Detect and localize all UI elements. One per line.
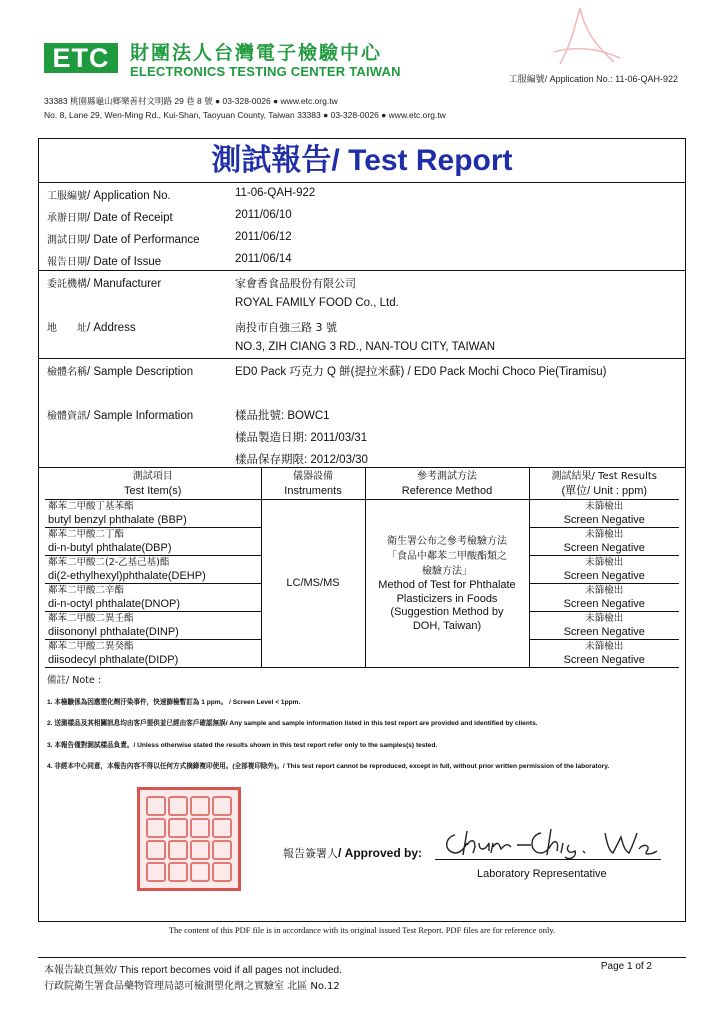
approver-title: Laboratory Representative	[477, 868, 607, 880]
etc-logo: ETC	[44, 43, 118, 73]
field-label-en: / Manufacturer	[87, 278, 162, 290]
field-label-cn: 地 址	[47, 323, 87, 334]
application-number-header: 工服編號/ Application No.: 11-06-QAH-922	[508, 74, 678, 84]
field-value: 2011/06/14	[235, 253, 292, 265]
pdf-disclaimer: The content of this PDF file is in accordance with its original issued Test Report. PDF files are for reference only.	[168, 925, 556, 935]
result-cell: 未篩檢出 Screen Negative	[529, 612, 679, 640]
divider	[39, 270, 685, 271]
field-address-en	[39, 338, 685, 358]
signature-line	[435, 859, 661, 860]
field-manufacturer	[39, 272, 685, 292]
header-test-results: 測試結果/ Test Results (單位/ Unit : ppm)	[529, 468, 679, 500]
org-name-chinese: 財團法人台灣電子檢驗中心	[130, 42, 383, 64]
official-seal-stamp	[137, 787, 241, 891]
field-label-cn: 報告日期	[47, 257, 87, 268]
test-item-cell: 鄰苯二甲酸二異癸酯 diisodecyl phthalate(DIDP)	[45, 640, 261, 668]
note-item: 3. 本報告僅對測試樣品負責。/ Unless otherwise stated the results shown in this test report refer only to the samples(s) tested.	[47, 742, 438, 749]
note-item: 1. 本檢驗係為因應塑化劑汙染事件，快速篩檢暫訂為 1 ppm。 / Screen Level < 1ppm.	[47, 699, 301, 706]
report-frame	[38, 138, 686, 922]
test-item-cell: 鄰苯二甲酸二(2-乙基己基)酯 di(2-ethylhexyl)phthalate(DEHP)	[45, 556, 261, 584]
note-item: 4. 非經本中心同意，本報告內容不得以任何方式摘錄複印使用。(全部複印除外)。/ This test report cannot be reproduced, except in full, without prior written permission of the laboratory.	[47, 763, 610, 770]
field-address	[39, 316, 685, 336]
field-label-en: / Address	[87, 322, 136, 334]
field-value: 2011/06/12	[235, 231, 292, 243]
field-sample-mfg-date	[39, 426, 685, 446]
result-cell: 未篩檢出 Screen Negative	[529, 500, 679, 528]
field-value: 11-06-QAH-922	[235, 187, 316, 199]
sample-description-value: ED0 Pack 巧克力 Q 餅(提拉米蘇) / ED0 Pack Mochi Choco Pie(Tiramisu)	[235, 366, 607, 378]
test-item-cell: 鄰苯二甲酸二丁酯 di-n-butyl phthalate(DBP)	[45, 528, 261, 556]
field-label-en: / Sample Information	[87, 410, 194, 422]
pdf-watermark-icon	[540, 0, 630, 80]
field-sample-information	[39, 404, 685, 424]
org-name-english: ELECTRONICS TESTING CENTER TAIWAN	[130, 64, 401, 79]
approved-by-label: 報告簽署人/ Approved by:	[283, 846, 423, 860]
result-cell: 未篩檢出 Screen Negative	[529, 640, 679, 668]
header-instruments: 儀器設備 Instruments	[261, 468, 365, 500]
header-reference-method: 參考測試方法 Reference Method	[365, 468, 529, 500]
field-sample-description	[39, 360, 685, 380]
address-value-cn: 南投市自強三路 3 號	[235, 321, 337, 334]
signature-image	[437, 821, 663, 861]
field-label-en: / Date of Receipt	[87, 212, 173, 224]
footer-divider	[38, 957, 686, 958]
reference-method-cell: 衛生署公布之參考檢驗方法 「食品中鄰苯二甲酸酯類之 檢驗方法」 Method of Test for Phthalate Plasticizers in Foods (Suggestion Method by DOH, Taiwan)	[365, 500, 529, 668]
letterhead	[0, 0, 724, 92]
sample-expiry: 樣品保存期限: 2012/03/30	[235, 454, 368, 466]
field-label-en: / Application No.	[87, 190, 171, 202]
address-english: No. 8, Lane 29, Wen-Ming Rd., Kui-Shan, Taoyuan County, Taiwan 33383 ● 03-328-0026 ● www.etc.org.tw	[44, 110, 446, 120]
page-number: Page 1 of 2	[600, 961, 652, 972]
field-label-cn: 委託機構	[47, 279, 87, 290]
field-date-performance	[39, 228, 685, 248]
void-notice: 本報告缺頁無效/ This report becomes void if all pages not included.	[44, 965, 342, 976]
test-item-cell: 鄰苯二甲酸二辛酯 di-n-octyl phthalate(DNOP)	[45, 584, 261, 612]
field-label-cn: 測試日期	[47, 235, 87, 246]
address-chinese: 33383 桃園縣龜山鄉樂善村文明路 29 巷 8 號 ● 03-328-0026 ● www.etc.org.tw	[44, 96, 338, 106]
manufacturer-name-en: ROYAL FAMILY FOOD Co., Ltd.	[235, 297, 399, 309]
field-application-no	[39, 184, 685, 204]
results-header-row	[45, 468, 679, 500]
field-value: 2011/06/10	[235, 209, 292, 221]
divider	[39, 358, 685, 359]
report-title-en: / Test Report	[331, 144, 513, 177]
result-cell: 未篩檢出 Screen Negative	[529, 528, 679, 556]
sample-mfg-date: 樣品製造日期: 2011/03/31	[235, 432, 368, 444]
table-row	[45, 500, 679, 528]
sample-batch: 樣品批號: BOWC1	[235, 410, 330, 422]
field-label-en: / Date of Issue	[87, 256, 162, 268]
field-date-receipt	[39, 206, 685, 226]
notes-label: 備註/ Note :	[47, 675, 101, 686]
address-value-en: NO.3, ZIH CIANG 3 RD., NAN-TOU CITY, TAIWAN	[235, 341, 496, 353]
result-cell: 未篩檢出 Screen Negative	[529, 584, 679, 612]
field-label-en: / Sample Description	[87, 366, 194, 378]
field-label-cn: 工服編號	[47, 191, 87, 202]
manufacturer-name-cn: 家會香食品股份有限公司	[235, 277, 356, 290]
report-title	[39, 139, 685, 183]
test-item-cell: 鄰苯二甲酸丁基苯酯 butyl benzyl phthalate (BBP)	[45, 500, 261, 528]
field-date-issue	[39, 250, 685, 270]
field-manufacturer-en	[39, 294, 685, 314]
result-cell: 未篩檢出 Screen Negative	[529, 556, 679, 584]
field-label-cn: 檢體名稱	[47, 367, 87, 378]
lab-certification: 行政院衛生署食品藥物管理局認可檢測塑化劑之實驗室 北區 No.12	[44, 981, 340, 992]
header-test-items: 測試項目 Test Item(s)	[45, 468, 261, 500]
report-title-cn: 測試報告	[211, 143, 332, 178]
field-label-cn: 承辦日期	[47, 213, 87, 224]
test-item-cell: 鄰苯二甲酸二異壬酯 diisononyl phthalate(DINP)	[45, 612, 261, 640]
divider	[39, 182, 685, 183]
note-item: 2. 送測樣品及其相關訊息均由客戶提供並已經由客戶確認無誤/ Any sample and sample information listed in this test report are provided and identified by clients.	[47, 720, 538, 727]
field-sample-expiry	[39, 448, 685, 468]
field-label-en: / Date of Performance	[87, 234, 200, 246]
instrument-cell: LC/MS/MS	[261, 500, 365, 668]
field-label-cn: 檢體資訊	[47, 411, 87, 422]
results-table	[45, 468, 679, 668]
